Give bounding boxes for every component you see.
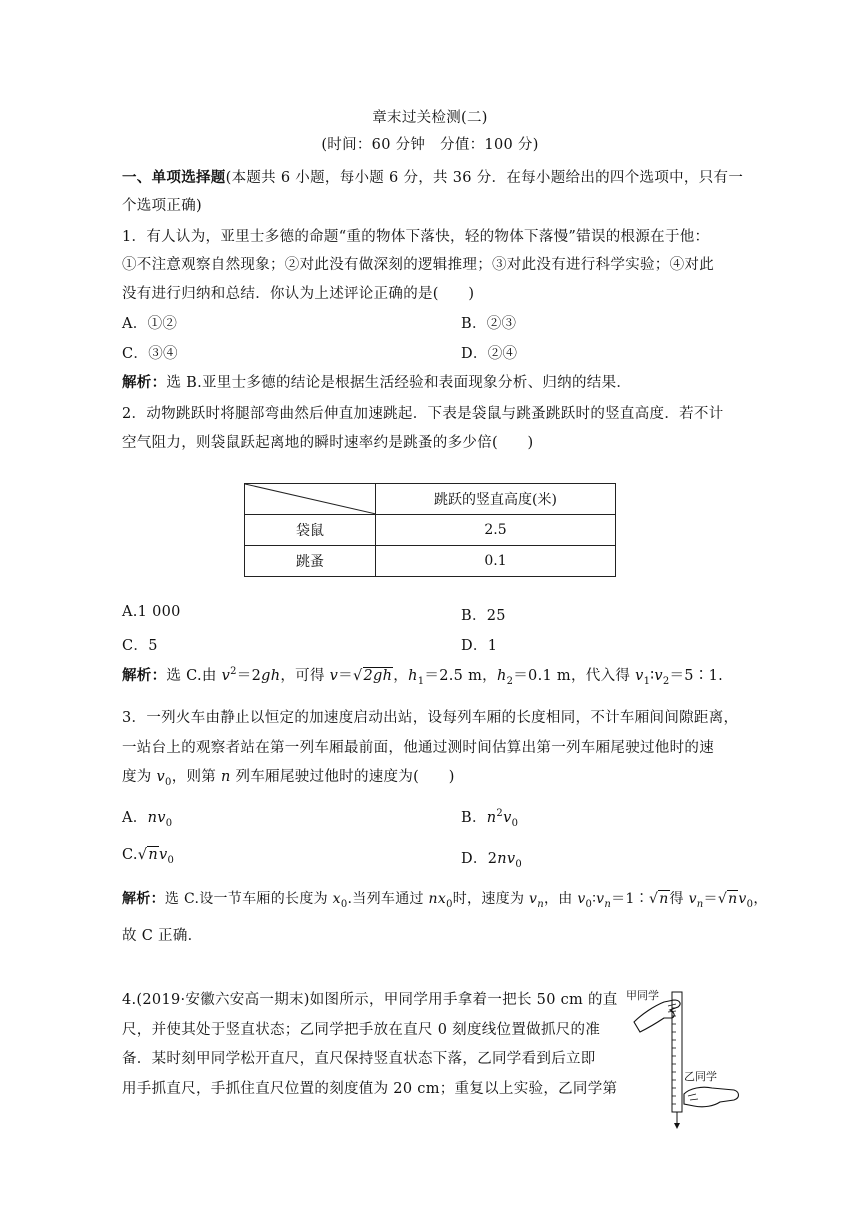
q3-v: v	[738, 891, 747, 907]
q2-a-text: ，	[393, 668, 409, 684]
q2-line2: 空气阻力，则袋鼠跃起离地的瞬时速率约是跳蚤的多少倍( )	[122, 435, 534, 451]
q3-text: 列车厢尾驶过他时的速度为( )	[230, 769, 455, 785]
q1-analysis	[122, 371, 631, 392]
q3-n: n	[428, 891, 438, 907]
table-corner-cell	[245, 484, 376, 515]
table-cell-name: 袋鼠	[245, 515, 376, 546]
label-yi: 乙同学	[684, 1070, 717, 1083]
q2-a-sub: 1	[417, 675, 425, 687]
q3-line3	[122, 765, 455, 788]
q3-n: n	[659, 891, 669, 907]
q3-sub	[697, 899, 704, 910]
q3-sub: 0	[511, 817, 519, 829]
q3-sub: 0	[167, 854, 175, 866]
q3-n: n	[486, 810, 497, 826]
q2-a-v: v	[654, 668, 663, 684]
q4-line3: 备．某时刻甲同学松开直尺，直尺保持竖直状态下落，乙同学看到后立即	[122, 1051, 596, 1067]
q3-v: v	[503, 810, 512, 826]
q3-sub: 0	[515, 858, 523, 870]
q2-a-sub: 2	[662, 675, 670, 687]
ruler-figure	[624, 982, 754, 1132]
q3-n: n	[537, 898, 544, 910]
sqrt-expression: √n	[137, 847, 158, 863]
jump-height-table	[244, 483, 616, 577]
q3-sub: 0	[746, 898, 754, 910]
q3-sup: 2	[496, 808, 504, 820]
sqrt-expression: √2gh	[352, 668, 393, 684]
ruler-hands-icon	[624, 982, 754, 1132]
q2-option-b: B．25	[461, 608, 506, 624]
q1-analysis-label: 解析：	[122, 374, 167, 391]
q2-a-text: ，可得	[280, 668, 330, 684]
q3-n: n	[604, 898, 612, 910]
q3-v: v	[506, 851, 516, 867]
q2-a-radicand: 2gh	[363, 668, 393, 684]
q3-opt-prefix: D．2	[461, 851, 498, 867]
page-subtitle: (时间：60 分钟 分值：100 分)	[321, 137, 539, 153]
q2-analysis	[122, 664, 723, 687]
table-header-row	[245, 484, 616, 515]
section1-line2: 个选项正确)	[122, 198, 202, 214]
table-cell-value: 2.5	[376, 515, 616, 546]
q3-sub	[537, 899, 544, 910]
table-row	[245, 546, 616, 577]
section1-line1	[122, 166, 743, 187]
q3-v: v	[529, 891, 538, 907]
q1-option-b: B．②③	[461, 316, 517, 332]
q3-v: v	[596, 891, 605, 907]
q2-a-text: ＝5∶1.	[669, 668, 724, 684]
q2-a-text: ＝2.5 m，	[424, 668, 497, 684]
q2-a-text: ＝	[338, 668, 353, 684]
sqrt-expression: √n	[648, 891, 669, 907]
q2-a-text: ∶	[650, 668, 655, 684]
q3-sub: 0	[446, 898, 453, 910]
q2-a-h: h	[408, 668, 418, 684]
q3-v: v	[158, 847, 168, 863]
section1-desc: (本题共 6 小题，每小题 6 分，共 36 分．在每小题给出的四个选项中，只有一	[225, 170, 744, 186]
q1-option-d: D．②④	[461, 346, 518, 362]
q3-n: n	[148, 847, 158, 863]
q3-n: n	[221, 769, 231, 785]
q3-a-text: 时，速度为	[452, 891, 529, 907]
q3-line1: 3．一列火车由静止以恒定的加速度启动出站，设每列车厢的长度相同，不计车厢间间隙距离，	[122, 710, 739, 726]
q4-line1: 4.(2019·安徽六安高一期末)如图所示，甲同学用手拿着一把长 50 cm 的直	[122, 992, 618, 1008]
page-title: 章末过关检测(二)	[372, 110, 488, 126]
section1-heading: 一、单项选择题	[122, 169, 226, 186]
q3-option-d	[461, 847, 522, 870]
q3-v: v	[688, 891, 697, 907]
q3-a-x: x	[437, 891, 447, 907]
q2-a-h: h	[496, 668, 507, 684]
q3-option-a	[122, 806, 172, 829]
label-jia: 甲同学	[626, 989, 659, 1002]
q2-a-v: v	[329, 668, 339, 684]
q3-sub: 0	[165, 817, 173, 829]
q3-n: n	[147, 810, 158, 826]
q3-line2: 一站台上的观察者站在第一列车厢最前面，他通过测时间估算出第一列车厢尾驶过他时的速	[122, 740, 714, 756]
q3-sub: 0	[585, 898, 593, 910]
q3-a-text: ∶	[592, 891, 597, 907]
q1-analysis-text: 选 B.亚里士多德的结论是根据生活经验和表面现象分析、归纳的结果．	[166, 375, 632, 391]
q3-sub: 0	[165, 776, 172, 788]
q2-a-gh: gh	[261, 668, 281, 684]
q4-line4: 用手抓直尺，手抓住直尺位置的刻度值为 20 cm；重复以上实验，乙同学第	[122, 1081, 618, 1097]
table-row	[245, 515, 616, 546]
q3-v: v	[577, 891, 586, 907]
q3-analysis: 解析：选 C.设一节车厢的长度为 $x_0$.当列车通过 $nx_0$时，速度为 $v_n$，由 $v_0∶v_n=1∶√n$得 $v_n=√nv_0$，	[122, 891, 768, 910]
q2-a-sub: 2	[506, 675, 514, 687]
q3-text: 度为	[122, 769, 157, 785]
q2-a-v: v	[635, 668, 644, 684]
q2-option-d: D．1	[461, 638, 498, 654]
q3-analysis-line2: 故 C 正确．	[122, 928, 203, 944]
q3-a-text: 得	[669, 891, 689, 907]
q2-option-a: A.1 000	[122, 604, 181, 620]
table-cell-name: 跳蚤	[245, 546, 376, 577]
q2-a-text: ＝0.1 m，代入得	[513, 668, 636, 684]
q2-analysis-label: 解析：	[122, 667, 167, 684]
q2-a-sub: 1	[643, 675, 651, 687]
q3-a-text: ＝	[703, 891, 718, 907]
table-cell-value: 0.1	[376, 546, 616, 577]
q3-opt-prefix: C.	[122, 847, 138, 863]
q3-n: n	[728, 891, 738, 907]
q3-n: n	[696, 898, 704, 910]
q1-line2: ①不注意观察自然现象；②对此没有做深刻的逻辑推理；③对此没有进行科学实验；④对此	[122, 257, 714, 273]
q2-a-text: 选 C.由	[166, 668, 222, 684]
q2-line1: 2．动物跳跃时将腿部弯曲然后伸直加速跳起．下表是袋鼠与跳蚤跳跃时的竖直高度．若不计	[122, 406, 724, 422]
sqrt-expression: √n	[717, 891, 738, 907]
q3-opt-prefix: B．	[461, 810, 487, 826]
q3-option-b	[461, 806, 518, 829]
q3-text: ，则第	[171, 769, 221, 785]
q1-line3: 没有进行归纳和总结．你认为上述评论正确的是( )	[122, 286, 475, 302]
q3-analysis-label: 解析：	[122, 891, 165, 907]
q3-a-text: ，由	[543, 891, 578, 907]
q1-option-c: C．③④	[122, 346, 178, 362]
q3-a-text: ＝1∶	[611, 891, 649, 907]
q3-v: v	[156, 769, 166, 785]
q1-line1: 1．有人认为，亚里士多德的命题“重的物体下落快，轻的物体下落慢”错误的根源在于他：	[122, 229, 710, 245]
q3-a-x: x	[332, 891, 341, 907]
diagonal-line-icon	[245, 484, 376, 514]
q1-option-a: A．①②	[122, 316, 178, 332]
q2-a-text: ＝2	[236, 668, 262, 684]
q3-a-text: 选 C.设一节车厢的长度为	[164, 891, 333, 907]
q4-line2: 尺，并使其处于竖直状态；乙同学把手放在直尺 0 刻度线位置做抓尺的准	[122, 1022, 601, 1038]
q2-option-c: C．5	[122, 638, 158, 654]
q3-a-text: .当列车通过	[347, 891, 429, 907]
q3-opt-prefix: A．	[122, 810, 148, 826]
q3-option-c	[122, 847, 174, 866]
q2-a-sup: 2	[230, 666, 237, 678]
q3-v: v	[157, 810, 166, 826]
q3-n: n	[497, 851, 507, 867]
q2-a-v: v	[221, 668, 231, 684]
q3-sub: 0	[340, 898, 348, 910]
table-header-cell: 跳跃的竖直高度(米)	[376, 484, 616, 515]
